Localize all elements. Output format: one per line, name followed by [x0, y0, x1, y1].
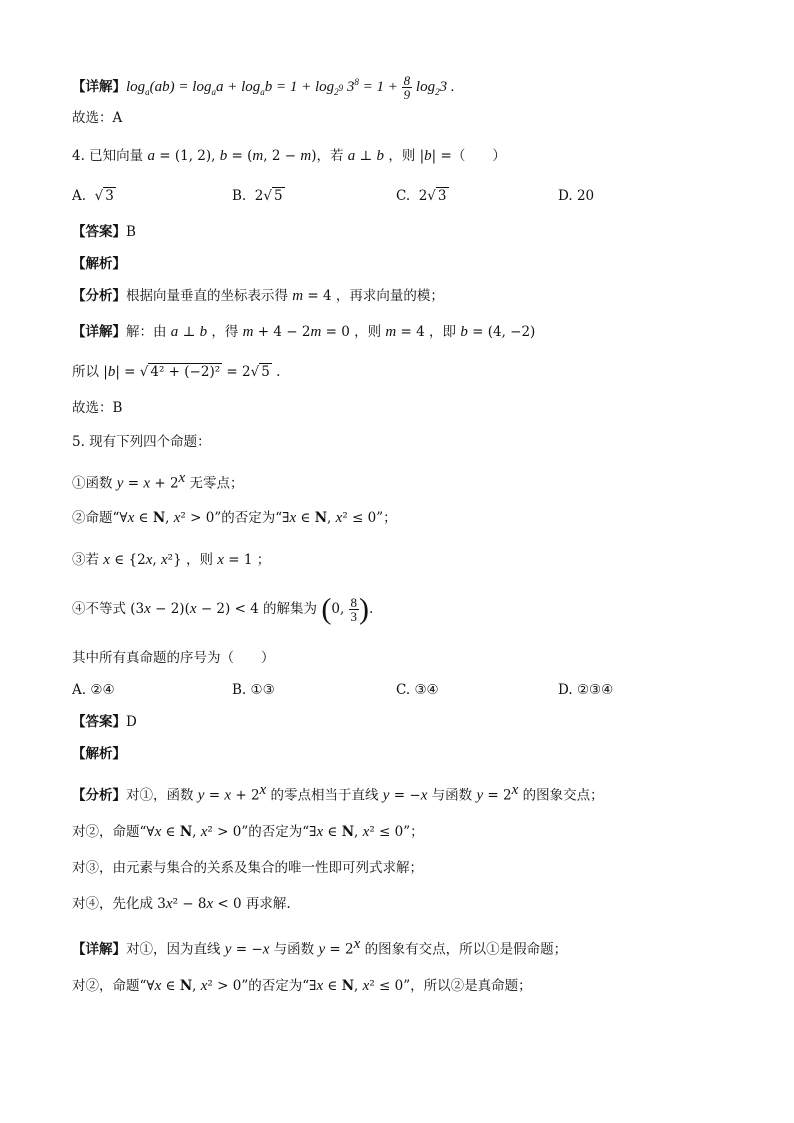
q3-choice: 故选：A: [72, 110, 123, 126]
q5-option-a: A. ②④: [72, 682, 115, 698]
q4-option-c: C. 2√ 3: [396, 188, 447, 204]
q5-prop-3: ③若 x ∈ {2x, x²} ，则 x = 1 ；: [72, 552, 271, 568]
detail-tag: 【详解】: [72, 79, 126, 95]
q5-analysis-1: 【分析】对①，函数 $y = x + 2^x$ 的零点相当于直线 y = −x 与函数 $y = 2^x$ 的图象交点；: [72, 782, 604, 804]
q4-option-d: D. 20: [558, 188, 595, 204]
q4-detail: 【详解】解：由 a ⊥ b ，得 m + 4 − 2m = 0 ，则 m = 4 ，即 b = (4, −2): [72, 324, 536, 340]
q5-analysis-2: 对②，命题“∀x ∈ N, x² > 0”的否定为“∃x ∈ N, x² ≤ 0”；: [72, 824, 424, 840]
q4-analysis: 【分析】根据向量垂直的坐标表示得 m = 4 ，再求向量的模；: [72, 288, 444, 304]
q5-answer: 【答案】D: [72, 714, 137, 730]
q3-detail-formula: $\log_a(ab) = \log_aa + \log_ab = 1 + \log_{2^9} 3^8 = 1$ + $\frac{8}{9}$ $\log_23$ .: [126, 73, 455, 103]
q4-option-a: A. √ 3: [72, 188, 114, 204]
q4-question: 4. 已知向量 a = (1, 2), b = (m, 2 − m)，若 a ⊥ b ，则 |b| =（ ）: [72, 148, 506, 164]
q5-option-d: D. ②③④: [558, 682, 614, 698]
q5-analysis-3: 对③，由元素与集合的关系及集合的唯一性即可列式求解；: [72, 860, 423, 876]
q4-analysis-tag: 【解析】: [72, 256, 126, 272]
q5-option-b: B. ①③: [232, 682, 275, 698]
q5-question: 5. 现有下列四个命题：: [72, 434, 211, 450]
q5-prop-4: ④不等式 (3x − 2)(x − 2) < 4 的解集为 (0, $\frac{8}{3}$ ).: [72, 592, 374, 626]
q5-detail-2: 对②，命题“∀x ∈ N, x² > 0”的否定为“∃x ∈ N, x² ≤ 0”，所以②是真命题；: [72, 978, 532, 994]
q4-detail-2: 所以 |b| = √ 4² + (−2)² = 2√ 5 .: [72, 364, 281, 380]
q4-choice: 故选：B: [72, 400, 123, 416]
q3-detail-line: [72, 72, 455, 102]
q5-analysis-4: 对④，先化成 3x² − 8x < 0 再求解.: [72, 896, 291, 912]
q5-option-c: C. ③④: [396, 682, 439, 698]
q5-analysis-tag: 【解析】: [72, 746, 126, 762]
q5-ask: 其中所有真命题的序号为（ ）: [72, 650, 275, 666]
q5-detail-1: 【详解】对①，因为直线 y = −x 与函数 $y = 2^x$ 的图象有交点，所以①是假命题；: [72, 936, 568, 958]
q4-option-b: B. 2√ 5: [232, 188, 283, 204]
q5-prop-1: ①函数 $y = x + 2^x$ 无零点；: [72, 470, 244, 492]
q5-prop-2: ②命题“∀x ∈ N, x² > 0”的否定为“∃x ∈ N, x² ≤ 0”；: [72, 510, 397, 526]
q4-answer: 【答案】B: [72, 224, 136, 240]
